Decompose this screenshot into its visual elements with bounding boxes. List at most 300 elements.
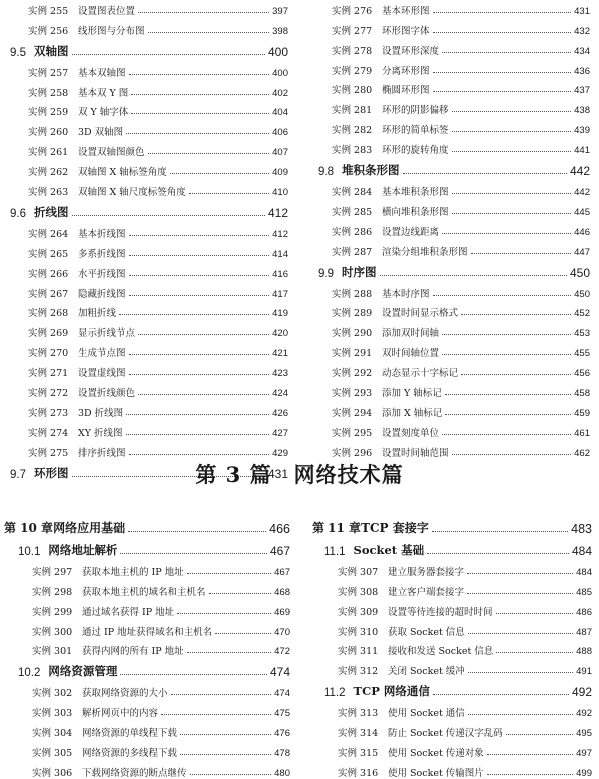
entry-number: 实例 310: [338, 626, 379, 638]
dot-leader: [433, 31, 572, 33]
dot-leader: [445, 413, 571, 415]
entry-title: 基本时序图: [382, 288, 430, 300]
entry-title: 加粗折线: [78, 308, 117, 320]
dot-leader: [126, 413, 269, 415]
entry-number: 实例 261: [28, 147, 69, 159]
entry-number: 实例 305: [32, 748, 73, 760]
dot-leader: [487, 753, 573, 755]
entry-number: 实例 277: [332, 25, 373, 37]
toc-column-lower-right: [312, 514, 592, 779]
entry-number: 实例 266: [28, 268, 69, 280]
toc-entry[interactable]: [318, 57, 590, 77]
entry-title: 动态显示十字标记: [382, 368, 459, 380]
entry-number: 实例 299: [32, 606, 73, 618]
entry-number: 实例 255: [28, 5, 69, 17]
section-number: 11.2: [324, 687, 346, 700]
page-number: 417: [272, 288, 288, 300]
page-number: 468: [274, 586, 290, 598]
entry-title: 横向堆积条形图: [382, 206, 449, 218]
entry-number: 实例 273: [28, 407, 69, 419]
dot-leader: [187, 572, 271, 574]
entry-number: 实例 274: [28, 427, 69, 439]
dot-leader: [467, 572, 573, 574]
page-number: 497: [576, 748, 592, 760]
entry-title: 设置折线颜色: [78, 388, 136, 400]
entry-title: 环形的阴影偏移: [382, 105, 449, 117]
entry-number: 实例 294: [332, 407, 373, 419]
toc-entry[interactable]: [312, 699, 592, 719]
page-number: 456: [574, 368, 590, 380]
toc-entry[interactable]: [318, 300, 590, 320]
dot-leader: [442, 51, 571, 53]
entry-title: 基本环形图: [382, 5, 430, 17]
chapter-number: 第 10 章: [4, 521, 54, 535]
entry-number: 实例 270: [28, 348, 69, 360]
entry-number: 实例 271: [28, 368, 69, 380]
part-heading: [0, 459, 599, 489]
entry-title: 排序折线图: [78, 447, 126, 459]
dot-leader: [433, 90, 572, 92]
toc-column-upper-left: [10, 0, 288, 481]
entry-number: 实例 307: [338, 566, 379, 578]
entry-title: 关闭 Socket 缓冲: [388, 666, 465, 678]
toc-entry[interactable]: [10, 260, 288, 280]
entry-title: 添加双时间轴: [382, 328, 440, 340]
section-number: 10.1: [18, 546, 41, 558]
entry-title: 渲染分组堆积条形图: [382, 246, 468, 258]
entry-title: 网络资源的单线程下载: [82, 728, 178, 740]
toc-section[interactable]: [318, 258, 590, 280]
toc-entry[interactable]: [318, 238, 590, 258]
toc-entry[interactable]: [312, 598, 592, 618]
toc-entry[interactable]: [318, 379, 590, 399]
page-number: 452: [574, 308, 590, 320]
toc-entry[interactable]: [10, 158, 288, 178]
page-number: 476: [274, 728, 290, 740]
page-number: 397: [272, 5, 288, 17]
toc-section[interactable]: [312, 677, 592, 699]
dot-leader: [129, 234, 270, 236]
entry-number: 实例 292: [332, 368, 373, 380]
entry-number: 实例 279: [332, 65, 373, 77]
entry-number: 实例 256: [28, 25, 69, 37]
toc-entry[interactable]: [318, 319, 590, 339]
dot-leader: [129, 274, 270, 276]
page-number: 445: [574, 206, 590, 218]
entry-number: 实例 304: [32, 728, 73, 740]
toc-entry[interactable]: [10, 399, 288, 419]
dot-leader: [215, 632, 271, 634]
entry-number: 实例 263: [28, 187, 69, 199]
entry-title: 获取本地主机的域名和主机名: [82, 586, 206, 598]
entry-title: 建立客户端套接字: [388, 586, 465, 598]
toc-entry[interactable]: [312, 719, 592, 739]
dot-leader: [445, 393, 571, 395]
dot-leader: [129, 353, 270, 355]
section-number: 9.8: [318, 166, 334, 179]
dot-leader: [467, 592, 573, 594]
entry-title: 生成节点图: [78, 348, 126, 360]
dot-leader: [468, 671, 573, 673]
page-number: 409: [272, 167, 288, 179]
entry-number: 实例 300: [32, 626, 73, 638]
page-number: 402: [272, 87, 288, 99]
page-number: 414: [272, 248, 288, 260]
page-number: 427: [272, 427, 288, 439]
entry-number: 实例 298: [32, 586, 73, 598]
entry-number: 实例 290: [332, 328, 373, 340]
entry-title: 设置虚线图: [78, 368, 126, 380]
toc-entry[interactable]: [10, 178, 288, 198]
entry-title: 下载网络资源的断点继传: [82, 767, 187, 779]
page-number: 437: [574, 85, 590, 97]
page-number: 495: [576, 728, 592, 740]
toc-entry[interactable]: [318, 178, 590, 198]
toc-entry[interactable]: [4, 699, 290, 719]
dot-leader: [461, 373, 571, 375]
page-number: 410: [272, 187, 288, 199]
toc-entry[interactable]: [312, 759, 592, 779]
section-number: 9.9: [318, 267, 334, 280]
entry-number: 实例 313: [338, 708, 379, 720]
toc-entry[interactable]: [4, 638, 290, 658]
page-number: 438: [574, 105, 590, 117]
dot-leader: [190, 773, 272, 775]
entry-title: 网络资源的多线程下载: [82, 748, 178, 760]
entry-number: 实例 280: [332, 85, 373, 97]
dot-leader: [452, 192, 572, 194]
toc-entry[interactable]: [4, 598, 290, 618]
page-number: 453: [574, 328, 590, 340]
dot-leader: [177, 612, 271, 614]
page-number: 484: [571, 544, 592, 558]
dot-leader: [433, 294, 572, 296]
toc-section[interactable]: [4, 536, 290, 558]
section-title: 时序图: [342, 264, 377, 279]
toc-entry[interactable]: [312, 739, 592, 759]
entry-title: 设置刻度单位: [382, 427, 440, 439]
entry-title: 使用 Socket 传递对象: [388, 748, 484, 760]
dot-leader: [452, 150, 572, 152]
dot-leader: [442, 353, 571, 355]
page-number: 400: [272, 67, 288, 79]
entry-title: 设置环形深度: [382, 45, 440, 57]
entry-title: 环形的简单标签: [382, 125, 449, 137]
dot-leader: [131, 112, 269, 114]
page-number: 441: [574, 145, 590, 157]
entry-title: 线形图与分布图: [78, 25, 145, 37]
entry-title: 椭圆环形图: [382, 85, 430, 97]
entry-title: 隐藏折线图: [78, 288, 126, 300]
entry-number: 实例 315: [338, 748, 379, 760]
toc-section[interactable]: [4, 657, 290, 679]
dot-leader: [180, 733, 271, 735]
dot-leader: [380, 274, 567, 276]
toc-section[interactable]: [318, 156, 590, 178]
entry-number: 实例 284: [332, 187, 373, 199]
entry-number: 实例 288: [332, 288, 373, 300]
entry-number: 实例 306: [32, 767, 73, 779]
toc-entry[interactable]: [318, 37, 590, 57]
entry-number: 实例 285: [332, 206, 373, 218]
toc-entry[interactable]: [10, 99, 288, 119]
entry-number: 实例 260: [28, 127, 69, 139]
entry-title: 水平折线图: [78, 268, 126, 280]
toc-entry[interactable]: [10, 319, 288, 339]
entry-number: 实例 314: [338, 728, 379, 740]
toc-entry[interactable]: [10, 17, 288, 37]
toc-entry[interactable]: [10, 379, 288, 399]
toc-chapter[interactable]: [312, 514, 592, 536]
toc-entry[interactable]: [10, 138, 288, 158]
page-number: 469: [274, 606, 290, 618]
dot-leader: [126, 132, 269, 134]
part-name: 网络技术篇: [293, 462, 404, 487]
toc-entry[interactable]: [10, 419, 288, 439]
toc-section[interactable]: [10, 37, 288, 59]
entry-title: 显示折线节点: [78, 328, 136, 340]
dot-leader: [452, 110, 572, 112]
dot-leader: [148, 152, 270, 154]
toc-column-upper-right: [318, 0, 590, 459]
toc-entry[interactable]: [318, 77, 590, 97]
dot-leader: [209, 592, 272, 594]
entry-title: 添加 Y 轴标记: [382, 388, 442, 400]
entry-number: 实例 275: [28, 447, 69, 459]
page-number: 406: [272, 127, 288, 139]
dot-leader: [433, 11, 572, 13]
toc-entry[interactable]: [10, 59, 288, 79]
dot-leader: [468, 713, 573, 715]
toc-entry[interactable]: [318, 218, 590, 238]
entry-number: 实例 301: [32, 646, 73, 658]
section-title: 网络资源管理: [48, 664, 118, 679]
dot-leader: [138, 333, 269, 335]
toc-entry[interactable]: [10, 0, 288, 17]
page-number: 412: [267, 206, 288, 221]
page-number: 442: [569, 164, 590, 179]
entry-title: 设置边线距离: [382, 226, 440, 238]
section-title: Socket 基础: [353, 543, 425, 557]
entry-title: 基本双 Y 图: [78, 87, 129, 99]
entry-number: 实例 278: [332, 45, 373, 57]
page-number: 461: [574, 427, 590, 439]
dot-leader: [452, 453, 572, 455]
page-number: 467: [269, 544, 290, 558]
entry-title: 防止 Socket 传递汉字乱码: [388, 728, 503, 740]
entry-number: 实例 282: [332, 125, 373, 137]
page-number: 492: [571, 685, 592, 700]
page-number: 398: [272, 25, 288, 37]
page-number: 484: [576, 566, 592, 578]
dot-leader: [496, 612, 574, 614]
toc-entry[interactable]: [318, 399, 590, 419]
toc-entry[interactable]: [318, 0, 590, 17]
chapter-title: TCP 套接字: [361, 521, 429, 535]
page-number: 487: [576, 626, 592, 638]
entry-title: 设置时间显示格式: [382, 308, 459, 320]
page-number: 459: [574, 407, 590, 419]
dot-leader: [461, 313, 571, 315]
page-number: 480: [274, 767, 290, 779]
entry-number: 实例 302: [32, 688, 73, 700]
toc-entry[interactable]: [312, 638, 592, 658]
toc-entry[interactable]: [318, 17, 590, 37]
page-number: 442: [574, 187, 590, 199]
toc-entry[interactable]: [318, 419, 590, 439]
entry-number: 实例 262: [28, 167, 69, 179]
entry-title: XY 折线图: [78, 427, 123, 439]
dot-leader: [433, 71, 572, 73]
entry-number: 实例 276: [332, 5, 373, 17]
page-number: 432: [574, 25, 590, 37]
page-number: 467: [274, 566, 290, 578]
page-number: 447: [574, 246, 590, 258]
dot-leader: [129, 453, 270, 455]
toc-entry[interactable]: [312, 558, 592, 578]
entry-title: 使用 Socket 传输图片: [388, 767, 484, 779]
page-number: 450: [569, 265, 590, 280]
entry-number: 实例 297: [32, 566, 73, 578]
toc-entry[interactable]: [10, 280, 288, 300]
part-label: 第 3 篇: [195, 462, 272, 487]
entry-number: 实例 309: [338, 606, 379, 618]
chapter-title: 网络应用基础: [53, 521, 126, 535]
entry-number: 实例 296: [332, 447, 373, 459]
entry-number: 实例 316: [338, 767, 379, 779]
toc-entry[interactable]: [10, 79, 288, 99]
toc-entry[interactable]: [4, 719, 290, 739]
dot-leader: [452, 212, 572, 214]
dot-leader: [120, 673, 267, 675]
section-title: 网络地址解析: [48, 543, 118, 557]
toc-entry[interactable]: [318, 280, 590, 300]
toc-section[interactable]: [312, 536, 592, 558]
entry-title: 双轴图 X 轴尺度标签角度: [78, 187, 186, 199]
entry-title: 设置等待连接的超时时间: [388, 606, 493, 618]
toc-entry[interactable]: [10, 118, 288, 138]
toc-entry[interactable]: [312, 618, 592, 638]
entry-title: 获取 Socket 信息: [388, 626, 465, 638]
entry-number: 实例 283: [332, 145, 373, 157]
toc-entry[interactable]: [318, 136, 590, 156]
entry-number: 实例 258: [28, 87, 69, 99]
entry-title: 3D 双轴图: [78, 127, 124, 139]
toc-chapter[interactable]: [4, 514, 290, 536]
page-number: 474: [269, 665, 290, 680]
section-number: 10.2: [18, 667, 41, 680]
dot-leader: [120, 552, 267, 554]
toc-entry[interactable]: [10, 220, 288, 240]
dot-leader: [187, 651, 271, 653]
page-number: 462: [574, 447, 590, 459]
entry-title: 接收和发送 Socket 信息: [388, 646, 494, 658]
toc-entry[interactable]: [4, 759, 290, 779]
toc-entry[interactable]: [318, 96, 590, 116]
toc-entry[interactable]: [318, 198, 590, 218]
page-number: 466: [269, 522, 290, 536]
toc-entry[interactable]: [4, 739, 290, 759]
page-number: 429: [272, 447, 288, 459]
toc-entry[interactable]: [10, 359, 288, 379]
page-number: 404: [272, 107, 288, 119]
toc-entry[interactable]: [10, 300, 288, 320]
entry-title: 双轴图 X 轴标签角度: [78, 167, 167, 179]
page-number: 439: [574, 125, 590, 137]
dot-leader: [138, 393, 269, 395]
toc-entry[interactable]: [4, 578, 290, 598]
entry-number: 实例 295: [332, 427, 373, 439]
dot-leader: [129, 373, 270, 375]
dot-leader: [433, 693, 569, 695]
page-number: 400: [267, 44, 288, 59]
toc-entry[interactable]: [10, 439, 288, 459]
entry-title: 环形的旋转角度: [382, 145, 449, 157]
dot-leader: [138, 11, 269, 13]
entry-title: 双时间轴位置: [382, 348, 440, 360]
entry-title: 获取本地主机的 IP 地址: [82, 566, 184, 578]
entry-number: 实例 265: [28, 248, 69, 260]
dot-leader: [171, 693, 272, 695]
toc-entry[interactable]: [4, 618, 290, 638]
dot-leader: [468, 632, 573, 634]
entry-title: 建立服务器套接字: [388, 566, 465, 578]
entry-number: 实例 287: [332, 246, 373, 258]
toc-entry[interactable]: [4, 679, 290, 699]
section-title: 折线图: [34, 205, 69, 220]
entry-number: 实例 257: [28, 67, 69, 79]
page-number: 499: [576, 767, 592, 779]
toc-entry[interactable]: [318, 359, 590, 379]
page-number: 424: [272, 388, 288, 400]
page-number: 426: [272, 407, 288, 419]
dot-leader: [496, 651, 573, 653]
toc-entry[interactable]: [4, 558, 290, 578]
entry-title: 基本堆积条形图: [382, 187, 449, 199]
entry-title: 环形图字体: [382, 25, 430, 37]
entry-title: 3D 折线图: [78, 407, 124, 419]
toc-column-lower-left: [4, 514, 290, 779]
toc-section[interactable]: [10, 198, 288, 220]
toc-entry[interactable]: [10, 339, 288, 359]
dot-leader: [471, 252, 572, 254]
page-number: 420: [272, 328, 288, 340]
entry-number: 实例 267: [28, 288, 69, 300]
page-number: 470: [274, 626, 290, 638]
page-number: 407: [272, 147, 288, 159]
page-number: 486: [576, 606, 592, 618]
page-number: 446: [574, 226, 590, 238]
dot-leader: [442, 433, 571, 435]
toc-entry[interactable]: [318, 439, 590, 459]
entry-title: 获取网络资源的大小: [82, 688, 168, 700]
toc-entry[interactable]: [312, 657, 592, 677]
entry-number: 实例 312: [338, 666, 379, 678]
toc-entry[interactable]: [318, 339, 590, 359]
entry-title: 解析网页中的内容: [82, 708, 159, 720]
entry-title: 获得内网的所有 IP 地址: [82, 646, 184, 658]
entry-number: 实例 286: [332, 226, 373, 238]
toc-entry[interactable]: [312, 578, 592, 598]
page-number: 412: [272, 228, 288, 240]
dot-leader: [148, 31, 270, 33]
entry-title: 基本双轴图: [78, 67, 126, 79]
page-number: 458: [574, 388, 590, 400]
toc-entry[interactable]: [10, 240, 288, 260]
toc-entry[interactable]: [318, 116, 590, 136]
entry-title: 多系折线图: [78, 248, 126, 260]
page-number: 423: [272, 368, 288, 380]
